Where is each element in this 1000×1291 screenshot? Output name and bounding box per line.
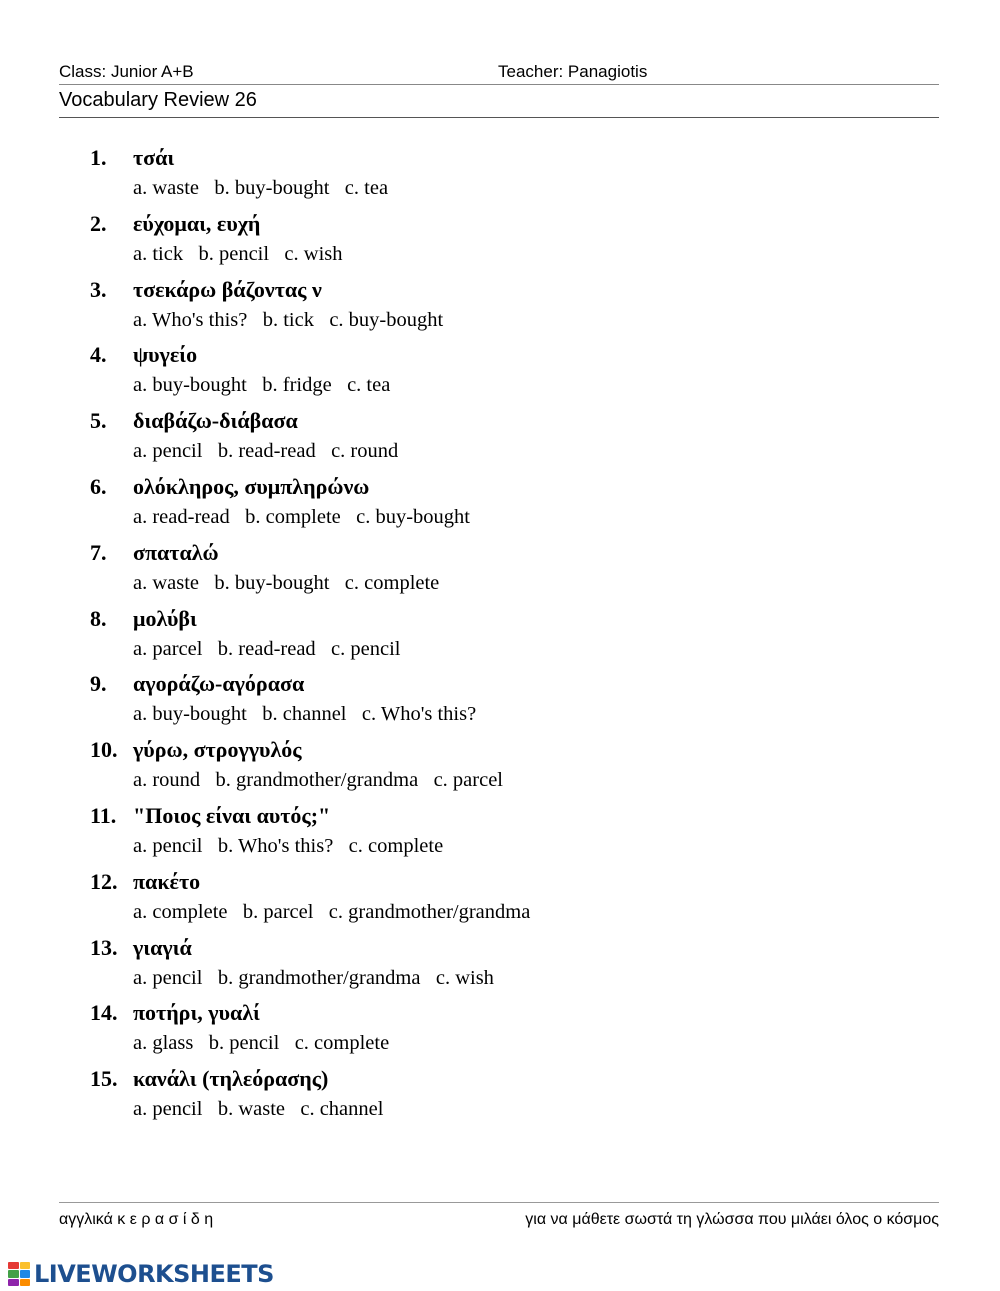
question-item	[0, 141, 1000, 207]
answer-options: a. pencil b. read-read c. round	[133, 440, 399, 463]
worksheet-header	[59, 62, 939, 85]
footer-right-text: για να μάθετε σωστά τη γλώσσα που μιλάει όλος ο κόσμος	[525, 1211, 939, 1228]
question-number: 2.	[90, 210, 107, 236]
question-number: 6.	[90, 473, 107, 499]
question-number: 12.	[90, 868, 118, 894]
answer-options: a. complete b. parcel c. grandmother/grandma	[133, 900, 531, 923]
class-label: Class: Junior A+B	[59, 62, 194, 81]
answer-options: a. glass b. pencil c. complete	[133, 1032, 390, 1055]
teacher-label: Teacher: Panagiotis	[498, 62, 648, 81]
question-word: μολύβι	[133, 605, 197, 631]
question-word: αγοράζω-αγόρασα	[133, 671, 305, 697]
logo-square	[8, 1270, 19, 1277]
question-number: 10.	[90, 737, 118, 763]
question-number: 9.	[90, 671, 107, 697]
question-word: σπαταλώ	[133, 539, 219, 565]
answer-options: a. pencil b. Who's this? c. complete	[133, 834, 444, 857]
answer-options: a. round b. grandmother/grandma c. parcel	[133, 769, 504, 792]
answer-options: a. buy-bought b. fridge c. tea	[133, 374, 391, 397]
question-item	[0, 338, 1000, 404]
question-number: 7.	[90, 539, 107, 565]
question-word: γύρω, στρογγυλός	[133, 737, 302, 763]
liveworksheets-wordmark: LIVEWORKSHEETS	[34, 1260, 274, 1288]
logo-square	[8, 1262, 19, 1269]
question-word: εύχομαι, ευχή	[133, 210, 261, 236]
answer-options: a. waste b. buy-bought c. complete	[133, 571, 440, 594]
question-number: 11.	[90, 802, 117, 828]
footer-left-text: αγγλικά κ ε ρ α σ ί δ η	[59, 1211, 214, 1228]
question-word: τσεκάρω βάζοντας ν	[133, 276, 322, 302]
answer-options: a. pencil b. grandmother/grandma c. wish	[133, 966, 494, 989]
worksheet-title	[59, 89, 939, 118]
question-word: ποτήρι, γυαλί	[133, 1000, 260, 1026]
question-item	[0, 865, 1000, 931]
logo-square	[20, 1270, 31, 1277]
worksheet-footer	[59, 1202, 939, 1228]
question-number: 8.	[90, 605, 107, 631]
answer-options: a. buy-bought b. channel c. Who's this?	[133, 703, 477, 726]
question-word: κανάλι (τηλεόρασης)	[133, 1066, 329, 1092]
page-title: Vocabulary Review 26	[59, 89, 257, 111]
question-number: 14.	[90, 1000, 118, 1026]
question-number: 1.	[90, 145, 107, 170]
question-item	[0, 1062, 1000, 1128]
question-word: διαβάζω-διάβασα	[133, 408, 298, 434]
question-item	[0, 733, 1000, 799]
logo-square	[8, 1279, 19, 1286]
answer-options: a. waste b. buy-bought c. tea	[133, 177, 389, 199]
question-number: 15.	[90, 1066, 118, 1092]
question-word: τσάι	[133, 145, 175, 170]
answer-options: a. pencil b. waste c. channel	[133, 1098, 384, 1121]
question-word: γιαγιά	[133, 934, 192, 960]
question-item	[0, 667, 1000, 733]
question-number: 13.	[90, 934, 118, 960]
question-item	[0, 602, 1000, 668]
answer-options: a. read-read b. complete c. buy-bought	[133, 505, 470, 528]
question-list	[0, 141, 1000, 1128]
liveworksheets-logo[interactable]	[8, 1258, 274, 1290]
logo-square	[20, 1262, 31, 1269]
question-number: 3.	[90, 276, 107, 302]
question-word: ολόκληρος, συμπληρώνω	[133, 473, 370, 499]
question-item	[0, 470, 1000, 536]
question-item	[0, 931, 1000, 997]
question-item	[0, 207, 1000, 273]
answer-options: a. Who's this? b. tick c. buy-bought	[133, 308, 444, 331]
answer-options: a. tick b. pencil c. wish	[133, 242, 343, 265]
answer-options: a. parcel b. read-read c. pencil	[133, 637, 401, 660]
liveworksheets-logo-icon	[8, 1262, 30, 1286]
question-number: 4.	[90, 342, 107, 368]
question-item	[0, 404, 1000, 470]
question-item	[0, 996, 1000, 1062]
question-word: πακέτο	[133, 868, 201, 894]
question-item	[0, 273, 1000, 339]
question-item	[0, 799, 1000, 865]
logo-square	[20, 1279, 31, 1286]
question-word: ψυγείο	[133, 342, 198, 368]
question-word: "Ποιος είναι αυτός;"	[133, 802, 331, 828]
question-item	[0, 536, 1000, 602]
question-number: 5.	[90, 408, 107, 434]
